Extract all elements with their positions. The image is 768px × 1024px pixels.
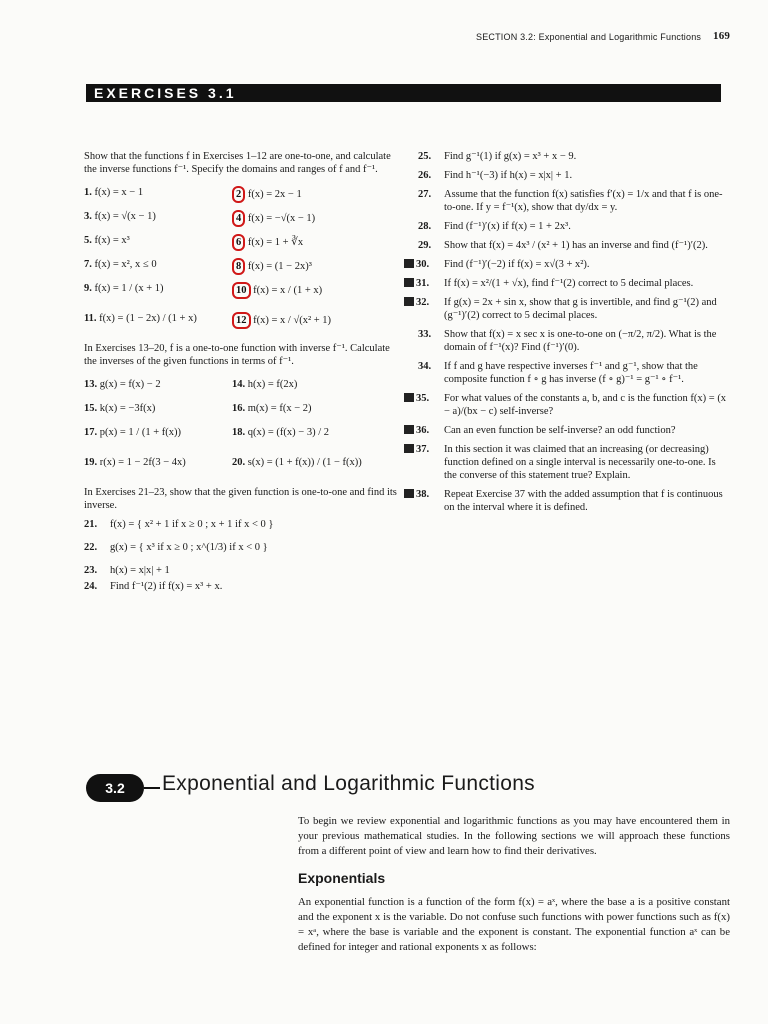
exercise-item [232,282,402,299]
exercise-text: Find f⁻¹(2) if f(x) = x³ + x. [110,581,223,592]
exercise-text: Assume that the function f(x) satisfies f′(x) = 1/x and that f is one-to-one. If y = f⁻¹(x), show that dy/dx = y. [444,189,723,213]
exercise-number [418,188,431,201]
exercise-number [418,169,431,182]
exercise-item [84,282,229,295]
exercise-number: 22. [84,542,98,553]
section-title: Exponential and Logarithmic Functions [162,772,535,795]
exercise-number [418,150,431,163]
exercise-pairs-2 [84,374,404,482]
exercise-number: 24. [84,581,98,592]
exercise-text: h(x) = f(2x) [247,379,298,390]
exercise-row [84,374,404,398]
exercise-item [418,239,730,252]
exercises-intro-2: In Exercises 13–20, f is a one-to-one function with inverse f⁻¹. Calculate the inverses of the given functions in terms of f⁻¹. [84,343,390,367]
exercise-text: f(x) = { x² + 1 if x ≥ 0 ; x + 1 if x < 0 } [110,519,274,530]
exponentials-paragraph: An exponential function is a function of the form f(x) = aˣ, where the base a is a positive constant and the exponent x is the variable. Do not confuse such functions with power functions such as f(x) = xᵃ, where the base is variable and the exponent is constant. The exponential function aˣ can be defined for integer and rational exponents x as follows: [298,896,730,953]
exercise-item [84,564,404,577]
exercise-item [418,258,730,271]
exercise-text: f(x) = x − 1 [94,187,144,198]
exercise-item [418,424,730,437]
subheading-exponentials: Exponentials [298,870,386,886]
exercise-row [84,182,404,206]
exercise-item [418,443,730,482]
computer-exercise-icon [404,297,414,306]
exercise-row [84,398,404,422]
exercise-item [418,277,730,290]
exercise-item [84,426,229,439]
exercise-number-text: 35. [416,393,430,404]
exercise-pairs-1 [84,182,404,338]
exercise-item [84,402,229,415]
exercise-text: q(x) = (f(x) − 3) / 2 [247,427,329,438]
exercise-text: Show that f(x) = 4x³ / (x² + 1) has an inverse and find (f⁻¹)′(2). [444,240,708,251]
computer-exercise-icon [404,425,414,434]
exercise-text: g(x) = f(x) − 2 [99,379,161,390]
exercise-row [84,308,404,338]
exercise-item [232,426,402,439]
computer-exercise-icon [404,278,414,287]
exercise-text: Find (f⁻¹)′(−2) if f(x) = x√(3 + x²). [444,259,590,270]
exercise-number-text: 31. [416,278,430,289]
circled-exercise-number: 12 [232,312,251,329]
exercise-number-text: 25. [418,151,432,162]
exercise-item [418,488,730,514]
exercise-number [404,424,429,437]
exercise-text: For what values of the constants a, b, and c is the function f(x) = (x − a)/(bx − c) self-inverse? [444,393,727,417]
exercises-left-column [84,150,404,596]
exercise-number: 18. [232,427,246,438]
exercise-item [232,312,402,329]
exercise-row [84,452,404,482]
exercise-item [232,456,402,469]
exercise-text: g(x) = { x³ if x ≥ 0 ; x^(1/3) if x < 0 } [110,542,268,553]
exercise-text: f(x) = (1 − 2x) / (1 + x) [99,313,197,324]
exercise-number-text: 26. [418,170,432,181]
exercise-item [232,378,402,391]
exercise-number: 15. [84,403,98,414]
exercise-number: 9. [84,283,92,294]
exercise-item [418,360,730,386]
exercise-number: 16. [232,403,246,414]
computer-exercise-icon [404,259,414,268]
exercise-item [232,234,402,251]
section-rule [144,787,160,789]
exercise-text: f(x) = 1 + ∛x [247,237,304,248]
exercise-row [84,278,404,308]
computer-exercise-icon [404,444,414,453]
exercise-number-text: 32. [416,297,430,308]
circled-exercise-number: 10 [232,282,251,299]
exercise-text: Show that f(x) = x sec x is one-to-one on (−π/2, π/2). What is the domain of f⁻¹(x)? Find (f⁻¹)′(0). [444,329,717,353]
exercise-item [84,186,229,199]
circled-exercise-number: 6 [232,234,245,251]
exercise-text: s(x) = (1 + f(x)) / (1 − f(x)) [247,457,362,468]
exercise-item [418,296,730,322]
exercise-item [84,456,229,469]
exercise-number: 20. [232,457,246,468]
page-number: 169 [713,30,731,42]
exercise-number: 11. [84,313,97,324]
exercise-text: h(x) = x|x| + 1 [110,565,170,576]
exercises-intro: Show that the functions f in Exercises 1–12 are one-to-one, and calculate the inverse functions f⁻¹. Specify the domains and ranges of f and f⁻¹. [84,151,391,175]
exercise-text: f(x) = −√(x − 1) [247,213,316,224]
exercise-number [418,239,431,252]
exercise-item [418,328,730,354]
exercise-item [232,258,402,275]
exercise-number [418,360,431,373]
exercise-number [404,296,429,309]
exercise-item [418,220,730,233]
exercise-number-text: 29. [418,240,432,251]
exercise-item [84,258,229,271]
section-intro: To begin we review exponential and logarithmic functions as you may have encountered them in your previous mathematical studies. In the following sections we will approach these functions from a different point of view and learn how to find their derivatives. [298,815,730,857]
exercise-item [232,402,402,415]
exercise-text: Can an even function be self-inverse? an odd function? [444,425,676,436]
exercise-item [232,210,402,227]
circled-exercise-number: 4 [232,210,245,227]
exercise-number: 19. [84,457,98,468]
circled-exercise-number: 2 [232,186,245,203]
exercise-item [84,541,404,554]
exercise-number [404,392,429,405]
exercise-number: 14. [232,379,246,390]
exercise-item [418,150,730,163]
exercise-text: r(x) = 1 − 2f(3 − 4x) [99,457,186,468]
exercise-text: Repeat Exercise 37 with the added assumption that f is continuous on the interval where it is defined. [444,489,723,513]
exercise-text: Find g⁻¹(1) if g(x) = x³ + x − 9. [444,151,577,162]
exercise-text: Find (f⁻¹)′(x) if f(x) = 1 + 2x³. [444,221,571,232]
exercise-number-text: 34. [418,361,432,372]
exercise-text: k(x) = −3f(x) [99,403,156,414]
exercise-text: f(x) = 1 / (x + 1) [94,283,164,294]
exercise-row [84,206,404,230]
circled-exercise-number: 8 [232,258,245,275]
exercise-number [404,488,429,501]
exercise-item [418,169,730,182]
exercises-title: EXERCISES 3.1 [94,85,237,101]
exercises-intro-3: In Exercises 21–23, show that the given function is one-to-one and find its inverse. [84,487,397,511]
exercise-text: f(x) = √(x − 1) [94,211,156,222]
exercise-number-text: 37. [416,444,430,455]
exercise-item [84,378,229,391]
exercises-right-column [418,150,730,520]
exercise-item [84,210,229,223]
exercise-text: Find h⁻¹(−3) if h(x) = x|x| + 1. [444,170,573,181]
computer-exercise-icon [404,393,414,402]
exercise-text: f(x) = x³ [94,235,130,246]
exercise-number-text: 30. [416,259,430,270]
exercise-number [404,258,429,271]
exercise-text: p(x) = 1 / (1 + f(x)) [99,427,181,438]
exercise-number [404,443,429,456]
exercise-item [84,234,229,247]
exercise-number: 21. [84,519,98,530]
exercise-item [84,312,229,325]
exercise-item [232,186,402,203]
computer-exercise-icon [404,489,414,498]
exercise-number [404,277,429,290]
section-number-badge: 3.2 [86,774,144,802]
exercise-number-text: 28. [418,221,432,232]
exercise-row [84,254,404,278]
exercise-number [418,328,431,341]
exercise-number: 7. [84,259,92,270]
running-header [0,30,768,44]
exercise-number: 13. [84,379,98,390]
exercise-singles [84,518,404,593]
exercise-item [418,188,730,214]
exercise-item [84,518,404,531]
section-heading: SECTION 3.2: Exponential and Logarithmic Functions [476,32,702,42]
exercise-item [84,580,404,593]
exercise-text: f(x) = (1 − 2x)³ [247,261,312,272]
exercise-number-text: 27. [418,189,432,200]
exercise-number-text: 38. [416,489,430,500]
exercise-row [84,230,404,254]
exercise-number-text: 36. [416,425,430,436]
exercises-banner [86,84,721,102]
exercise-text: If f and g have respective inverses f⁻¹ and g⁻¹, show that the composite function f ∘ g has inverse (f ∘ g)⁻¹ = g⁻¹ ∘ f⁻¹. [444,361,698,385]
exercise-text: f(x) = x², x ≤ 0 [94,259,157,270]
exercise-text: f(x) = x / (1 + x) [253,285,323,296]
exercise-text: In this section it was claimed that an increasing (or decreasing) function defined on a single interval is necessarily one-to-one. Is the converse of this statement true? Explain. [444,444,716,481]
exercise-text: f(x) = x / √(x² + 1) [253,315,332,326]
exercise-number: 17. [84,427,98,438]
exercise-text: If f(x) = x²/(1 + √x), find f⁻¹(2) correct to 5 decimal places. [444,278,694,289]
exercise-number: 3. [84,211,92,222]
exercise-item [418,392,730,418]
exercise-number: 23. [84,565,98,576]
exercise-text: f(x) = 2x − 1 [247,189,302,200]
exercise-row [84,422,404,452]
exercise-number: 5. [84,235,92,246]
exercise-number: 1. [84,187,92,198]
exercise-number-text: 33. [418,329,432,340]
exercise-number [418,220,431,233]
exercise-text: m(x) = f(x − 2) [247,403,312,414]
exercise-text: If g(x) = 2x + sin x, show that g is invertible, and find g⁻¹(2) and (g⁻¹)′(2) correct to 5 decimal places. [444,297,717,321]
